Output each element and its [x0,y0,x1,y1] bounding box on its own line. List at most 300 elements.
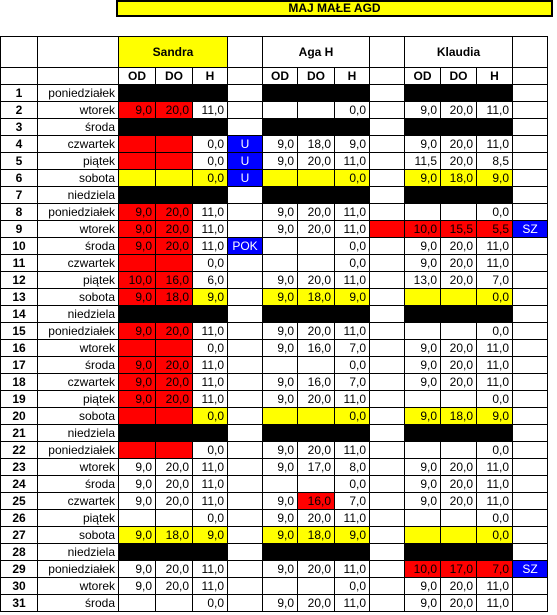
status-cell-aga[interactable] [370,204,405,221]
cell-aga-od[interactable]: 9,0 [263,510,298,527]
status-cell-aga[interactable] [370,493,405,510]
cell-sandra-do[interactable]: 20,0 [156,493,193,510]
cell-aga-do[interactable]: 20,0 [298,272,335,289]
status-cell-sandra[interactable] [228,357,263,374]
cell-sandra-od[interactable] [119,136,156,153]
cell-sandra-od[interactable]: 9,0 [119,561,156,578]
cell-aga-do[interactable]: 20,0 [298,391,335,408]
cell-sandra-od[interactable]: 9,0 [119,238,156,255]
status-cell-aga[interactable] [370,340,405,357]
status-cell-klaudia[interactable] [513,493,548,510]
cell-klaudia-do[interactable]: 20,0 [441,493,477,510]
cell-aga-h[interactable]: 11,0 [335,391,370,408]
cell-klaudia-od[interactable] [405,425,441,442]
cell-aga-od[interactable]: 9,0 [263,442,298,459]
cell-klaudia-do[interactable]: 20,0 [441,102,477,119]
cell-sandra-h[interactable]: 9,0 [193,289,228,306]
cell-sandra-od[interactable]: 9,0 [119,102,156,119]
cell-sandra-od[interactable] [119,306,156,323]
cell-sandra-h[interactable]: 11,0 [193,221,228,238]
status-cell-klaudia[interactable] [513,459,548,476]
cell-sandra-h[interactable]: 11,0 [193,323,228,340]
cell-sandra-od[interactable] [119,340,156,357]
cell-sandra-h[interactable] [193,119,228,136]
status-cell-aga[interactable] [370,442,405,459]
cell-aga-od[interactable]: 9,0 [263,595,298,612]
cell-aga-do[interactable] [298,238,335,255]
cell-klaudia-h[interactable]: 11,0 [477,595,513,612]
status-cell-klaudia[interactable] [513,119,548,136]
cell-sandra-do[interactable]: 20,0 [156,102,193,119]
cell-sandra-do[interactable] [156,136,193,153]
status-cell-aga[interactable] [370,408,405,425]
cell-sandra-h[interactable]: 11,0 [193,493,228,510]
cell-aga-od[interactable]: 9,0 [263,493,298,510]
status-cell-klaudia[interactable] [513,153,548,170]
cell-aga-do[interactable] [298,102,335,119]
cell-sandra-od[interactable] [119,255,156,272]
cell-aga-h[interactable]: 9,0 [335,289,370,306]
cell-aga-do[interactable] [298,476,335,493]
cell-sandra-h[interactable]: 11,0 [193,561,228,578]
status-cell-aga[interactable] [370,510,405,527]
cell-sandra-do[interactable]: 20,0 [156,374,193,391]
cell-aga-do[interactable]: 20,0 [298,442,335,459]
cell-sandra-do[interactable]: 20,0 [156,204,193,221]
cell-aga-do[interactable]: 17,0 [298,459,335,476]
status-cell-sandra[interactable] [228,255,263,272]
cell-sandra-h[interactable]: 11,0 [193,476,228,493]
cell-klaudia-od[interactable]: 10,0 [405,221,441,238]
status-cell-sandra[interactable] [228,459,263,476]
cell-aga-h[interactable]: 11,0 [335,595,370,612]
cell-klaudia-od[interactable]: 9,0 [405,340,441,357]
cell-sandra-do[interactable]: 20,0 [156,391,193,408]
cell-aga-h[interactable]: 11,0 [335,204,370,221]
status-cell-klaudia[interactable] [513,442,548,459]
status-cell-klaudia[interactable] [513,306,548,323]
cell-klaudia-h[interactable]: 11,0 [477,255,513,272]
cell-sandra-h[interactable]: 11,0 [193,357,228,374]
cell-sandra-h[interactable]: 11,0 [193,459,228,476]
cell-aga-h[interactable]: 0,0 [335,408,370,425]
cell-sandra-od[interactable]: 9,0 [119,357,156,374]
cell-aga-od[interactable]: 9,0 [263,391,298,408]
status-cell-klaudia[interactable]: SZ [513,221,548,238]
cell-aga-do[interactable] [298,408,335,425]
cell-klaudia-od[interactable] [405,119,441,136]
cell-aga-od[interactable]: 9,0 [263,136,298,153]
status-cell-aga[interactable] [370,578,405,595]
cell-sandra-od[interactable]: 9,0 [119,204,156,221]
status-cell-aga[interactable] [370,374,405,391]
status-cell-aga[interactable] [370,425,405,442]
cell-klaudia-od[interactable]: 9,0 [405,170,441,187]
cell-sandra-do[interactable]: 18,0 [156,289,193,306]
status-cell-aga[interactable] [370,119,405,136]
cell-klaudia-do[interactable]: 20,0 [441,476,477,493]
cell-sandra-h[interactable]: 0,0 [193,340,228,357]
cell-aga-od[interactable] [263,102,298,119]
cell-klaudia-h[interactable]: 11,0 [477,340,513,357]
cell-sandra-od[interactable] [119,170,156,187]
status-cell-klaudia[interactable] [513,425,548,442]
status-cell-aga[interactable] [370,476,405,493]
cell-klaudia-h[interactable]: 0,0 [477,510,513,527]
cell-klaudia-od[interactable]: 9,0 [405,408,441,425]
cell-aga-od[interactable] [263,170,298,187]
cell-klaudia-od[interactable] [405,527,441,544]
status-cell-sandra[interactable] [228,425,263,442]
status-cell-sandra[interactable] [228,221,263,238]
cell-sandra-do[interactable] [156,544,193,561]
cell-sandra-od[interactable] [119,595,156,612]
cell-sandra-do[interactable]: 20,0 [156,357,193,374]
status-cell-sandra[interactable] [228,289,263,306]
cell-klaudia-od[interactable]: 9,0 [405,595,441,612]
status-cell-sandra[interactable] [228,476,263,493]
cell-aga-do[interactable] [298,85,335,102]
cell-sandra-od[interactable] [119,153,156,170]
cell-klaudia-h[interactable]: 9,0 [477,170,513,187]
cell-sandra-od[interactable]: 9,0 [119,493,156,510]
cell-klaudia-h[interactable]: 5,5 [477,221,513,238]
cell-aga-do[interactable]: 16,0 [298,340,335,357]
cell-aga-h[interactable]: 11,0 [335,272,370,289]
status-cell-klaudia[interactable] [513,357,548,374]
status-cell-sandra[interactable] [228,527,263,544]
cell-aga-h[interactable]: 9,0 [335,527,370,544]
cell-sandra-od[interactable]: 9,0 [119,391,156,408]
cell-sandra-do[interactable] [156,442,193,459]
cell-sandra-od[interactable] [119,187,156,204]
cell-aga-do[interactable] [298,357,335,374]
cell-aga-od[interactable] [263,357,298,374]
status-cell-klaudia[interactable] [513,204,548,221]
status-cell-sandra[interactable] [228,374,263,391]
cell-sandra-do[interactable] [156,306,193,323]
cell-aga-od[interactable] [263,187,298,204]
status-cell-aga[interactable] [370,272,405,289]
status-cell-klaudia[interactable] [513,272,548,289]
cell-klaudia-do[interactable] [441,425,477,442]
status-cell-aga[interactable] [370,323,405,340]
cell-sandra-do[interactable] [156,408,193,425]
cell-klaudia-h[interactable]: 11,0 [477,102,513,119]
cell-klaudia-od[interactable]: 9,0 [405,136,441,153]
cell-aga-h[interactable]: 11,0 [335,153,370,170]
cell-aga-od[interactable] [263,425,298,442]
status-cell-klaudia[interactable] [513,340,548,357]
cell-sandra-do[interactable] [156,85,193,102]
status-cell-klaudia[interactable] [513,374,548,391]
cell-klaudia-do[interactable]: 20,0 [441,578,477,595]
status-cell-aga[interactable] [370,391,405,408]
cell-aga-od[interactable]: 9,0 [263,153,298,170]
cell-sandra-h[interactable]: 6,0 [193,272,228,289]
cell-aga-do[interactable]: 16,0 [298,493,335,510]
cell-sandra-h[interactable]: 11,0 [193,578,228,595]
status-cell-sandra[interactable] [228,204,263,221]
cell-klaudia-h[interactable]: 0,0 [477,391,513,408]
cell-aga-h[interactable] [335,187,370,204]
cell-klaudia-od[interactable] [405,289,441,306]
cell-klaudia-h[interactable]: 11,0 [477,476,513,493]
status-cell-klaudia[interactable] [513,476,548,493]
status-cell-sandra[interactable]: U [228,170,263,187]
cell-aga-h[interactable]: 11,0 [335,561,370,578]
cell-klaudia-h[interactable]: 0,0 [477,323,513,340]
cell-klaudia-h[interactable]: 11,0 [477,493,513,510]
cell-sandra-do[interactable]: 16,0 [156,272,193,289]
cell-sandra-h[interactable]: 11,0 [193,374,228,391]
cell-aga-od[interactable]: 9,0 [263,561,298,578]
cell-aga-h[interactable]: 11,0 [335,323,370,340]
cell-aga-do[interactable]: 16,0 [298,374,335,391]
cell-klaudia-do[interactable] [441,187,477,204]
status-cell-sandra[interactable]: U [228,153,263,170]
status-cell-aga[interactable] [370,255,405,272]
cell-klaudia-od[interactable] [405,187,441,204]
status-cell-klaudia[interactable] [513,238,548,255]
status-cell-klaudia[interactable] [513,85,548,102]
cell-klaudia-do[interactable]: 18,0 [441,170,477,187]
cell-klaudia-do[interactable] [441,323,477,340]
status-cell-klaudia[interactable] [513,136,548,153]
cell-aga-do[interactable]: 18,0 [298,289,335,306]
cell-aga-od[interactable]: 9,0 [263,374,298,391]
cell-klaudia-h[interactable] [477,119,513,136]
cell-klaudia-od[interactable] [405,204,441,221]
cell-sandra-do[interactable] [156,255,193,272]
cell-sandra-od[interactable]: 9,0 [119,578,156,595]
cell-aga-h[interactable]: 11,0 [335,221,370,238]
cell-sandra-h[interactable]: 0,0 [193,408,228,425]
cell-sandra-h[interactable] [193,187,228,204]
cell-klaudia-od[interactable] [405,306,441,323]
cell-klaudia-h[interactable] [477,187,513,204]
status-cell-aga[interactable] [370,459,405,476]
cell-sandra-do[interactable] [156,425,193,442]
cell-klaudia-od[interactable] [405,391,441,408]
status-cell-aga[interactable] [370,102,405,119]
cell-klaudia-do[interactable] [441,527,477,544]
cell-aga-h[interactable]: 7,0 [335,493,370,510]
status-cell-sandra[interactable] [228,306,263,323]
cell-klaudia-do[interactable]: 20,0 [441,238,477,255]
cell-aga-do[interactable]: 20,0 [298,595,335,612]
status-cell-aga[interactable] [370,238,405,255]
cell-aga-h[interactable]: 7,0 [335,374,370,391]
cell-klaudia-do[interactable] [441,391,477,408]
cell-aga-h[interactable]: 0,0 [335,102,370,119]
cell-klaudia-do[interactable]: 20,0 [441,459,477,476]
cell-aga-do[interactable] [298,119,335,136]
cell-klaudia-h[interactable]: 8,5 [477,153,513,170]
cell-sandra-h[interactable]: 11,0 [193,238,228,255]
cell-klaudia-h[interactable]: 11,0 [477,374,513,391]
cell-sandra-h[interactable]: 0,0 [193,153,228,170]
cell-sandra-od[interactable] [119,510,156,527]
cell-aga-od[interactable]: 9,0 [263,204,298,221]
cell-aga-do[interactable] [298,544,335,561]
cell-klaudia-h[interactable]: 11,0 [477,238,513,255]
status-cell-aga[interactable] [370,357,405,374]
cell-klaudia-do[interactable]: 20,0 [441,272,477,289]
cell-aga-h[interactable]: 0,0 [335,476,370,493]
cell-aga-od[interactable] [263,306,298,323]
cell-aga-h[interactable] [335,544,370,561]
cell-aga-od[interactable] [263,255,298,272]
cell-klaudia-h[interactable]: 11,0 [477,459,513,476]
cell-sandra-od[interactable]: 9,0 [119,527,156,544]
cell-klaudia-h[interactable]: 0,0 [477,204,513,221]
cell-aga-do[interactable]: 20,0 [298,153,335,170]
cell-klaudia-h[interactable]: 7,0 [477,272,513,289]
cell-sandra-h[interactable]: 9,0 [193,527,228,544]
cell-klaudia-do[interactable] [441,306,477,323]
status-cell-aga[interactable] [370,136,405,153]
cell-sandra-do[interactable] [156,187,193,204]
status-cell-sandra[interactable] [228,119,263,136]
cell-sandra-h[interactable]: 0,0 [193,255,228,272]
cell-klaudia-h[interactable]: 0,0 [477,289,513,306]
cell-aga-do[interactable]: 20,0 [298,221,335,238]
cell-sandra-do[interactable] [156,119,193,136]
cell-klaudia-od[interactable] [405,442,441,459]
status-cell-klaudia[interactable] [513,323,548,340]
status-cell-aga[interactable] [370,544,405,561]
status-cell-sandra[interactable] [228,561,263,578]
cell-sandra-h[interactable]: 0,0 [193,170,228,187]
status-cell-klaudia[interactable] [513,391,548,408]
cell-aga-h[interactable]: 0,0 [335,578,370,595]
cell-aga-do[interactable]: 20,0 [298,323,335,340]
cell-aga-od[interactable]: 9,0 [263,272,298,289]
cell-aga-od[interactable] [263,238,298,255]
status-cell-aga[interactable] [370,595,405,612]
cell-klaudia-od[interactable]: 11,5 [405,153,441,170]
cell-klaudia-do[interactable]: 20,0 [441,340,477,357]
cell-klaudia-od[interactable]: 9,0 [405,102,441,119]
cell-klaudia-do[interactable] [441,119,477,136]
cell-sandra-od[interactable] [119,425,156,442]
status-cell-sandra[interactable] [228,102,263,119]
cell-aga-do[interactable] [298,425,335,442]
cell-aga-h[interactable]: 9,0 [335,136,370,153]
cell-sandra-h[interactable]: 11,0 [193,391,228,408]
cell-aga-h[interactable] [335,425,370,442]
status-cell-klaudia[interactable] [513,187,548,204]
cell-sandra-od[interactable] [119,119,156,136]
status-cell-sandra[interactable] [228,408,263,425]
cell-aga-od[interactable] [263,544,298,561]
cell-sandra-do[interactable]: 20,0 [156,238,193,255]
status-cell-aga[interactable] [370,170,405,187]
cell-sandra-od[interactable] [119,408,156,425]
cell-sandra-od[interactable]: 9,0 [119,459,156,476]
cell-klaudia-od[interactable]: 9,0 [405,374,441,391]
status-cell-sandra[interactable] [228,272,263,289]
cell-sandra-do[interactable]: 20,0 [156,561,193,578]
cell-aga-do[interactable]: 18,0 [298,527,335,544]
cell-klaudia-od[interactable]: 9,0 [405,255,441,272]
cell-sandra-h[interactable]: 0,0 [193,136,228,153]
cell-klaudia-od[interactable]: 9,0 [405,493,441,510]
cell-aga-do[interactable] [298,578,335,595]
cell-sandra-h[interactable] [193,306,228,323]
cell-sandra-do[interactable] [156,170,193,187]
cell-sandra-do[interactable]: 20,0 [156,578,193,595]
cell-klaudia-do[interactable]: 20,0 [441,595,477,612]
status-cell-sandra[interactable] [228,442,263,459]
status-cell-sandra[interactable] [228,340,263,357]
cell-klaudia-od[interactable] [405,510,441,527]
status-cell-sandra[interactable]: POK [228,238,263,255]
cell-sandra-h[interactable] [193,425,228,442]
status-cell-klaudia[interactable] [513,170,548,187]
cell-sandra-do[interactable] [156,340,193,357]
status-cell-klaudia[interactable] [513,102,548,119]
status-cell-aga[interactable] [370,306,405,323]
cell-sandra-od[interactable] [119,442,156,459]
status-cell-sandra[interactable] [228,578,263,595]
status-cell-aga[interactable] [370,221,405,238]
cell-klaudia-od[interactable]: 9,0 [405,357,441,374]
cell-klaudia-od[interactable]: 9,0 [405,238,441,255]
status-cell-sandra[interactable] [228,323,263,340]
cell-klaudia-do[interactable]: 20,0 [441,357,477,374]
cell-sandra-od[interactable]: 9,0 [119,289,156,306]
cell-klaudia-h[interactable] [477,85,513,102]
cell-aga-do[interactable]: 20,0 [298,204,335,221]
cell-aga-h[interactable]: 0,0 [335,170,370,187]
status-cell-klaudia[interactable] [513,289,548,306]
cell-aga-h[interactable]: 0,0 [335,357,370,374]
cell-sandra-h[interactable] [193,544,228,561]
cell-aga-do[interactable]: 20,0 [298,510,335,527]
cell-klaudia-od[interactable]: 13,0 [405,272,441,289]
cell-klaudia-do[interactable] [441,510,477,527]
cell-aga-od[interactable]: 9,0 [263,459,298,476]
cell-klaudia-h[interactable] [477,306,513,323]
cell-aga-od[interactable]: 9,0 [263,289,298,306]
cell-sandra-od[interactable] [119,544,156,561]
cell-sandra-od[interactable] [119,85,156,102]
cell-sandra-od[interactable]: 9,0 [119,323,156,340]
cell-klaudia-h[interactable]: 0,0 [477,527,513,544]
cell-aga-od[interactable]: 9,0 [263,323,298,340]
cell-klaudia-h[interactable] [477,425,513,442]
cell-sandra-od[interactable]: 9,0 [119,221,156,238]
cell-klaudia-do[interactable]: 20,0 [441,153,477,170]
cell-klaudia-od[interactable]: 9,0 [405,578,441,595]
status-cell-klaudia[interactable] [513,255,548,272]
cell-klaudia-do[interactable] [441,289,477,306]
status-cell-sandra[interactable] [228,510,263,527]
cell-sandra-do[interactable]: 20,0 [156,476,193,493]
status-cell-klaudia[interactable] [513,408,548,425]
cell-aga-od[interactable]: 9,0 [263,340,298,357]
cell-aga-od[interactable] [263,408,298,425]
cell-klaudia-h[interactable]: 11,0 [477,136,513,153]
cell-klaudia-do[interactable]: 18,0 [441,408,477,425]
status-cell-sandra[interactable] [228,187,263,204]
cell-klaudia-h[interactable]: 11,0 [477,578,513,595]
cell-sandra-h[interactable]: 11,0 [193,204,228,221]
cell-sandra-do[interactable] [156,510,193,527]
cell-sandra-h[interactable]: 0,0 [193,595,228,612]
